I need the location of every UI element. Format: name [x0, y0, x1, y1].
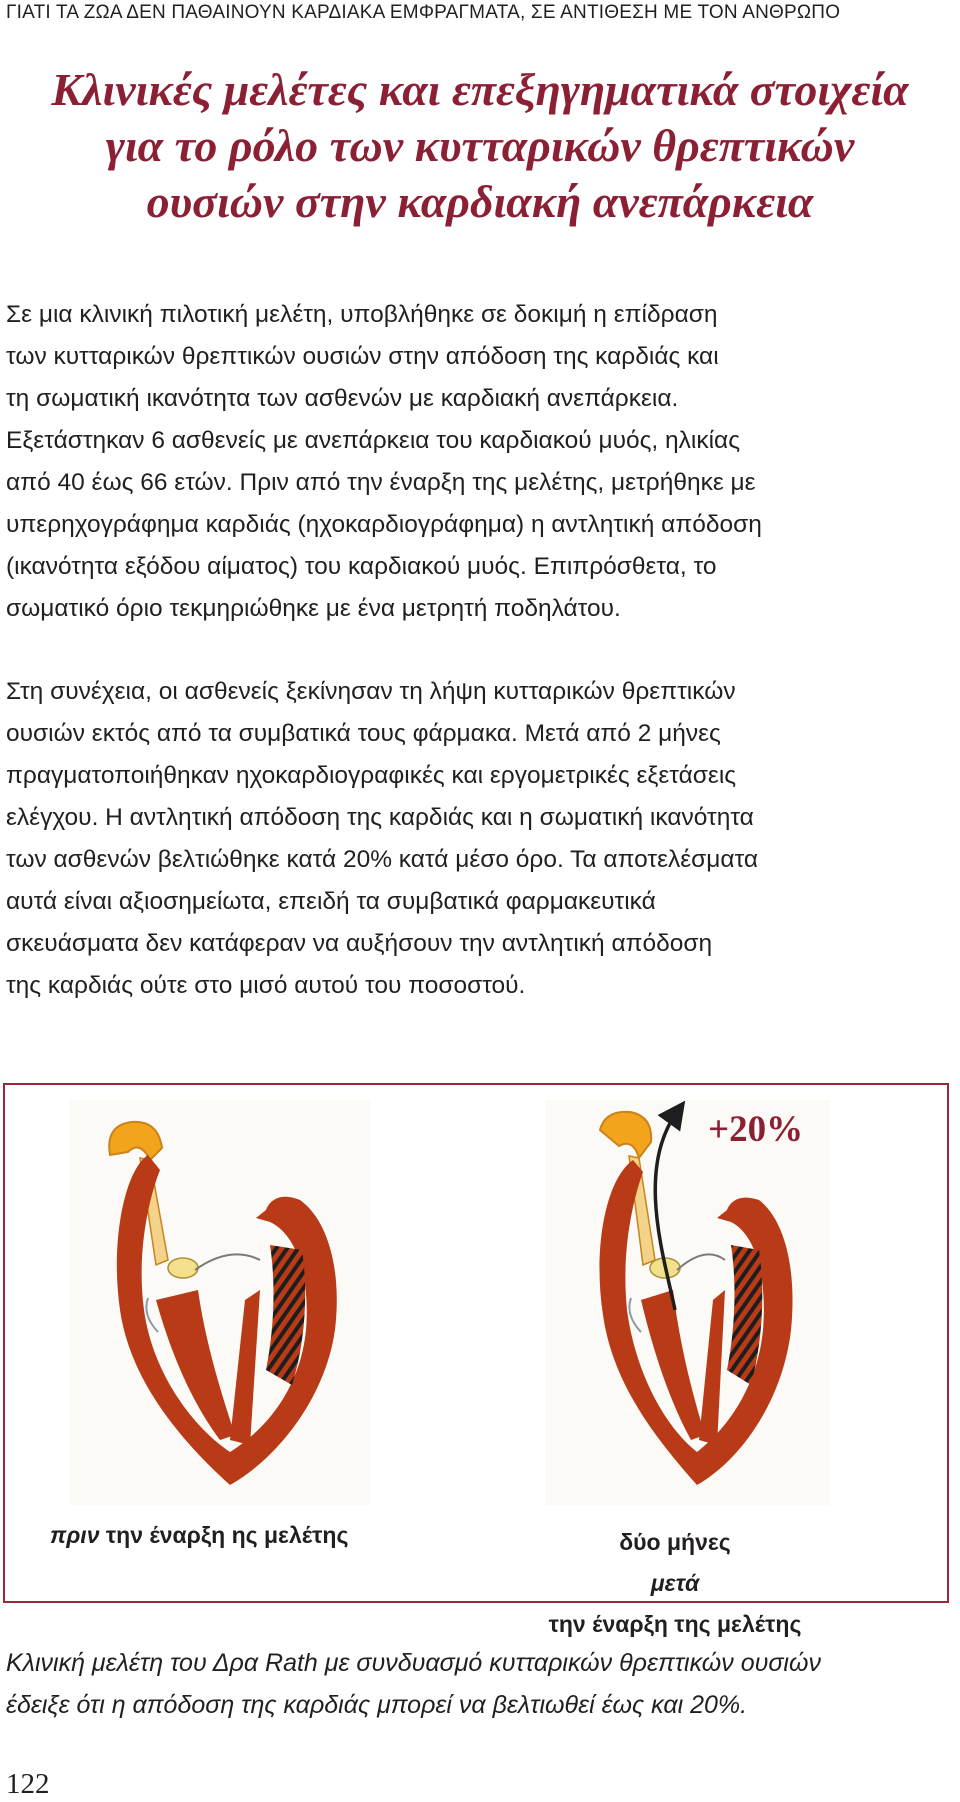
page-number: 122 — [6, 1768, 50, 1800]
text-line: αυτά είναι αξιοσημείωτα, επειδή τα συμβατικά φαρμακευτικά — [6, 888, 656, 915]
heart-before-illustration — [70, 1100, 370, 1505]
text-line: πραγματοποιήθηκαν ηχοκαρδιογραφικές και εργομετρικές εξετάσεις — [6, 762, 737, 789]
heart-after-svg — [545, 1100, 830, 1505]
caption-after — [500, 1522, 850, 1645]
text-line: Εξετάστηκαν 6 ασθενείς με ανεπάρκεια του καρδιακού μυός, ηλικίας — [6, 427, 741, 454]
caption-before-emphasis: πριν — [50, 1522, 100, 1548]
text-line: υπερηχογράφημα καρδιάς (ηχοκαρδιογράφημα) η αντλητική απόδοση — [6, 511, 762, 538]
text-line: Στη συνέχεια, οι ασθενείς ξεκίνησαν τη λήψη κυτταρικών θρεπτικών — [6, 678, 736, 705]
page-title — [0, 62, 960, 230]
title-line: ουσιών στην καρδιακή ανεπάρκεια — [146, 176, 814, 227]
title-line: Κλινικές μελέτες και επεξηγηματικά στοιχεία — [51, 64, 909, 115]
body-paragraph-2 — [6, 671, 956, 1007]
text-line: των ασθενών βελτιώθηκε κατά 20% κατά μέσο όρο. Τα αποτελέσματα — [6, 846, 759, 873]
body-paragraph-1 — [6, 294, 956, 630]
title-line: για το ρόλο των κυτταρικών θρεπτικών — [105, 120, 855, 171]
figure-caption — [6, 1642, 956, 1726]
caption-before — [50, 1522, 348, 1549]
text-line: της καρδιάς ούτε στο μισό αυτού του ποσοστού. — [6, 972, 526, 999]
text-line: (ικανότητα εξόδου αίματος) του καρδιακού μυός. Επιπρόσθετα, το — [6, 553, 717, 580]
text-line: σωματικό όριο τεκμηριώθηκε με ένα μετρητή ποδηλάτου. — [6, 595, 621, 622]
text-line: ελέγχου. Η αντλητική απόδοση της καρδιάς και η σωματική ικανότητα — [6, 804, 754, 831]
text-line: Σε μια κλινική πιλοτική μελέτη, υποβλήθηκε σε δοκιμή η επίδραση — [6, 301, 718, 328]
caption-after-line-2: την έναρξη της μελέτης — [548, 1611, 802, 1637]
heart-after-illustration — [545, 1100, 830, 1505]
caption-after-emphasis: μετά — [650, 1570, 700, 1596]
running-head: ΓΙΑΤΙ ΤΑ ΖΩΑ ΔΕΝ ΠΑΘΑΙΝΟΥΝ ΚΑΡΔΙΑΚΑ ΕΜΦΡΑΓΜΑΤΑ, ΣΕ ΑΝΤΙΘΕΣΗ ΜΕ ΤΟΝ ΑΝΘΡΩΠΟ — [6, 2, 841, 23]
heart-before-svg — [70, 1100, 370, 1505]
caption-line: Κλινική μελέτη του Δρα Rath με συνδυασμό κυτταρικών θρεπτικών ουσιών — [6, 1649, 821, 1677]
caption-after-line-1 — [500, 1522, 850, 1604]
improvement-label: +20% — [708, 1109, 804, 1150]
text-line: από 40 έως 66 ετών. Πριν από την έναρξη της μελέτης, μετρήθηκε με — [6, 469, 756, 496]
caption-before-text: την έναρξη ης μελέτης — [99, 1522, 349, 1548]
caption-after-text: δύο μήνες — [619, 1529, 731, 1555]
text-line: ουσιών εκτός από τα συμβατικά τους φάρμακα. Μετά από 2 μήνες — [6, 720, 721, 747]
text-line: σκευάσματα δεν κατάφεραν να αυξήσουν την αντλητική απόδοση — [6, 930, 713, 957]
caption-line: έδειξε ότι η απόδοση της καρδιάς μπορεί να βελτιωθεί έως και 20%. — [6, 1691, 748, 1719]
text-line: τη σωματική ικανότητα των ασθενών με καρδιακή ανεπάρκεια. — [6, 385, 679, 412]
text-line: των κυτταρικών θρεπτικών ουσιών στην απόδοση της καρδιάς και — [6, 343, 719, 370]
